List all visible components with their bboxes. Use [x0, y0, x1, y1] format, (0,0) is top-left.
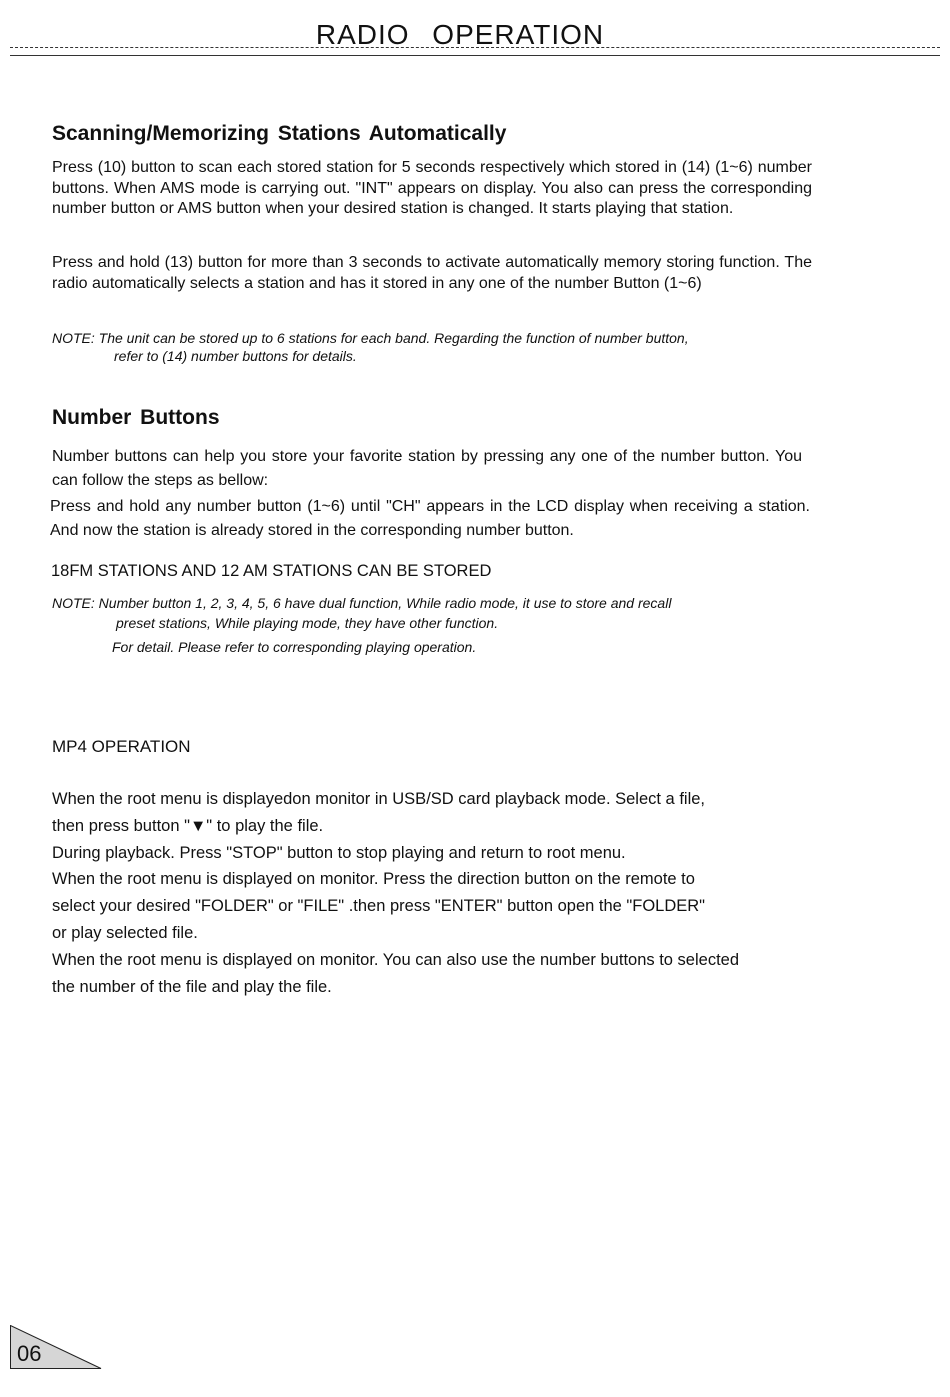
header-solid-rule — [10, 55, 940, 56]
station-capacity-text: 18FM STATIONS AND 12 AM STATIONS CAN BE STORED — [51, 562, 492, 580]
mp4-line-4: When the root menu is displayed on monitor. Press the direction button on the remote to — [52, 870, 695, 889]
mp4-heading: MP4 OPERATION — [52, 737, 191, 756]
scanning-note-line-2: refer to (14) number buttons for details. — [114, 348, 357, 364]
header-dashed-rule — [10, 47, 940, 48]
number-buttons-note-line-1: NOTE: Number button 1, 2, 3, 4, 5, 6 have dual function, While radio mode, it use to store and recall — [52, 595, 672, 611]
mp4-instructions — [52, 786, 832, 1000]
number-buttons-paragraph-1: Number buttons can help you store your favorite station by pressing any one of the number button. You can follow the steps as bellow: — [52, 448, 802, 489]
scanning-heading: Scanning/Memorizing Stations Automatically — [52, 122, 507, 145]
number-buttons-heading: Number Buttons — [52, 406, 220, 429]
mp4-line-6: or play selected file. — [52, 923, 198, 942]
scanning-note-line-1: NOTE: The unit can be stored up to 6 stations for each band. Regarding the function of number button, — [52, 330, 689, 346]
mp4-line-8: the number of the file and play the file. — [52, 977, 332, 996]
number-buttons-paragraph-2: Press and hold any number button (1~6) until "CH" appears in the LCD display when receiving a station. And now the station is already stored in the corresponding number button. — [50, 498, 810, 539]
number-buttons-note-line-3: For detail. Please refer to corresponding playing operation. — [112, 639, 477, 655]
scanning-paragraph-1: Press (10) button to scan each stored station for 5 seconds respectively which stored in (14) (1~6) number buttons. When AMS mode is carrying out. "INT" appears on display. You also can press the corresponding number button or AMS button when your desired station is changed. It starts playing that station. — [52, 159, 812, 217]
number-buttons-note-line-2: preset stations, While playing mode, they have other function. — [116, 615, 499, 631]
mp4-line-3: During playback. Press "STOP" button to stop playing and return to root menu. — [52, 843, 626, 862]
mp4-line-7: When the root menu is displayed on monitor. You can also use the number buttons to selected — [52, 950, 740, 969]
mp4-line-2: then press button "▼" to play the file. — [52, 816, 324, 835]
scanning-paragraph-2: Press and hold (13) button for more than 3 seconds to activate automatically memory storing function. The radio automatically selects a station and has it stored in any one of the number Button (1~6) — [52, 254, 812, 292]
mp4-line-1: When the root menu is displayedon monitor in USB/SD card playback mode. Select a file, — [52, 790, 705, 808]
mp4-line-5: select your desired "FOLDER" or "FILE" .then press "ENTER" button open the "FOLDER" — [52, 897, 706, 916]
scanning-note — [52, 329, 832, 365]
page-title: RADIO OPERATION — [315, 18, 605, 50]
page-number: 06 — [17, 1341, 42, 1366]
number-buttons-note — [52, 593, 832, 657]
